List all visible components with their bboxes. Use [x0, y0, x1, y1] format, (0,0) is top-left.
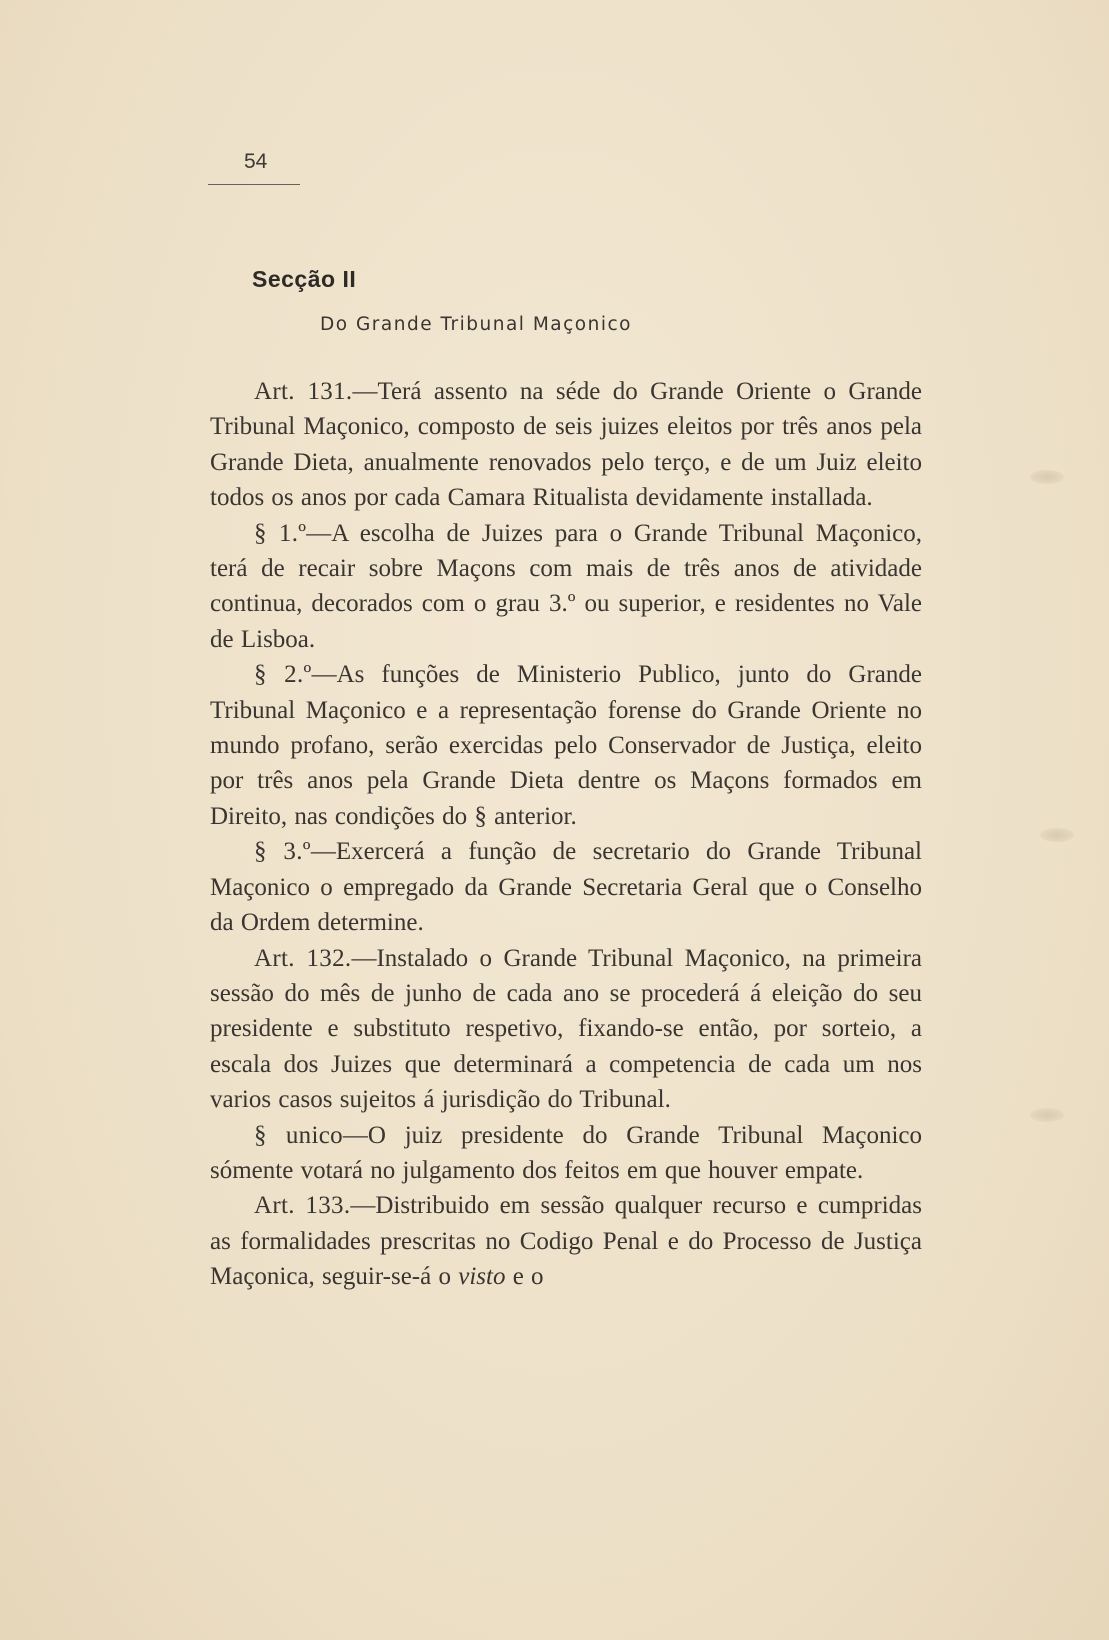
body-text	[210, 374, 922, 1295]
section-subtitle: Do Grande Tribunal Maçonico	[320, 314, 632, 335]
paragraph-lead: § 1.º	[254, 519, 307, 547]
section-title: Secção II	[252, 266, 357, 292]
paragraph-section-unico	[210, 1118, 922, 1189]
paragraph-lead: § 2.º	[254, 661, 312, 689]
paragraph-lead: § unico	[254, 1121, 343, 1149]
page-number-rule	[208, 184, 300, 185]
paragraph-art-131	[210, 374, 922, 516]
binding-hole-mark	[1030, 1108, 1064, 1122]
page-number: 54	[244, 150, 268, 173]
paragraph-lead: Art. 133.	[254, 1192, 351, 1220]
paragraph-art-132	[210, 941, 922, 1118]
paragraph-text: —Instalado o Grande Tribunal Maçonico, na primeira sessão do mês de junho de cada ano se procederá á eleição do seu presidente e substituto respetivo, fixando-se então, por sorteio, a escala dos Juizes que determinará a competencia de cada um nos varios casos sujeitos á jurisdição do Tribunal.	[210, 944, 923, 1114]
paragraph-text: —Distribuido em sessão qualquer recurso e cumpridas as formalidades prescritas no Codigo Penal e do Processo de Justiça Maçonica, seguir-se-á o	[210, 1192, 922, 1291]
paragraph-art-133	[210, 1188, 922, 1294]
paragraph-text: —O juiz presidente do Grande Tribunal Maçonico sómente votará no julgamento dos feitos em que houver empate.	[210, 1121, 922, 1184]
paragraph-text: —Exercerá a função de secretario do Grande Tribunal Maçonico o empregado da Grande Secretaria Geral que o Conselho da Ordem determine.	[210, 838, 922, 937]
paragraph-section-3	[210, 834, 922, 940]
paragraph-text: —As funções de Ministerio Publico, junto do Grande Tribunal Maçonico e a representação forense do Grande Oriente no mundo profano, serão exercidas pelo Conservador de Justiça, eleito por três anos pela Grande Dieta dentre os Maçons formados em Direito, nas condições do § anterior.	[210, 661, 922, 830]
paragraph-text: —A escolha de Juizes para o Grande Tribunal Maçonico, terá de recair sobre Maçons com mais de três anos de atividade continua, decorados com o grau 3.º ou superior, e residentes no Vale de Lisboa.	[210, 519, 922, 653]
paragraph-tail: e o	[505, 1263, 544, 1291]
paragraph-section-2	[210, 657, 922, 834]
paragraph-lead: § 3.º	[254, 838, 311, 866]
binding-hole-mark	[1040, 828, 1074, 842]
paragraph-lead: Art. 131.	[254, 378, 353, 405]
paragraph-section-1	[210, 516, 922, 658]
binding-hole-mark	[1030, 470, 1064, 484]
paragraph-lead: Art. 132.	[254, 944, 352, 972]
paragraph-italic-term: visto	[458, 1263, 506, 1291]
paragraph-text: —Terá assento na séde do Grande Oriente o Grande Tribunal Maçonico, composto de seis juizes eleitos por três anos pela Grande Dieta, anualmente renovados pelo terço, e de um Juiz eleito todos os anos por cada Camara Ritualista devidamente installada.	[210, 378, 922, 512]
